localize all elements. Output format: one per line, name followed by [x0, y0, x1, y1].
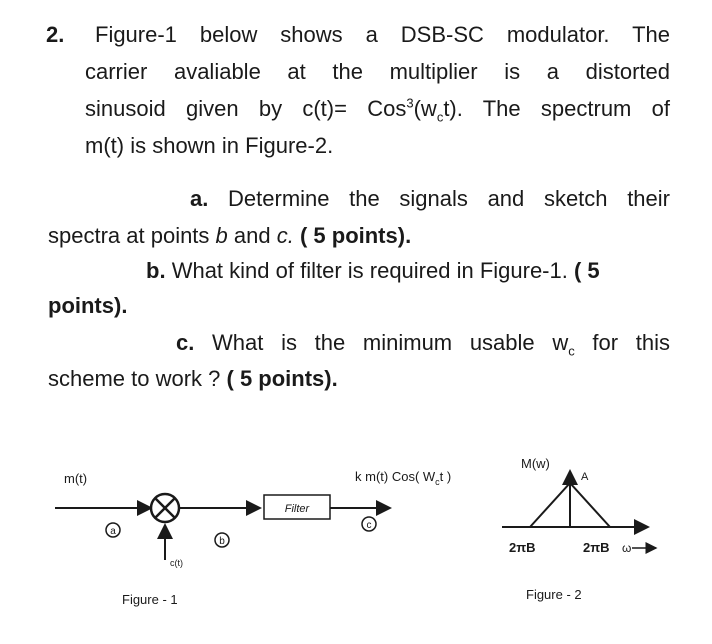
- point-a-marker: [106, 523, 120, 537]
- peak-label: A: [581, 471, 589, 483]
- figure-2-caption: Figure - 2: [526, 587, 582, 602]
- question-line-2: carrier avaliable at the multiplier is a distorted: [85, 59, 670, 84]
- frequency-label: ω: [622, 541, 632, 555]
- figure-1-caption: Figure - 1: [122, 592, 178, 607]
- part-b-line-2: points).: [48, 293, 128, 318]
- svg-text:a: a: [110, 526, 116, 537]
- part-a-line-2: spectra at points b and c. ( 5 points).: [48, 223, 412, 248]
- part-c-line-1: c. What is the minimum usable $w_c$ for this: [176, 330, 670, 359]
- multiplier-symbol: [151, 494, 179, 522]
- point-c-marker: [362, 517, 376, 531]
- right-bandwidth-label: 2πB: [583, 540, 610, 555]
- figure-1: [55, 469, 451, 607]
- figure-2: [502, 456, 656, 602]
- part-c-line-2: scheme to work ? ( 5 points).: [48, 366, 338, 391]
- figures: [0, 440, 712, 644]
- part-a-line-1: a. Determine the signals and sketch their: [190, 186, 670, 211]
- carrier-label: c(t): [170, 558, 183, 568]
- part-b-line-1: b. What kind of filter is required in Figure-1. ( 5: [146, 258, 600, 283]
- input-label: m(t): [64, 471, 88, 486]
- question-line-4: m(t) is shown in Figure-2.: [85, 133, 334, 158]
- point-b-marker: [215, 533, 229, 547]
- output-label: k m(t) Cos( $W_ct$ ): [355, 469, 452, 487]
- spectrum-axis-label: M(w): [521, 456, 550, 471]
- question-line-3: sinusoid given by $c(t)= Cos^3(w_ct)$. The spectrum of: [85, 95, 670, 125]
- question-line-1: Figure-1 below shows a DSB-SC modulator. The: [95, 22, 670, 47]
- filter-label: Filter: [284, 503, 310, 515]
- left-bandwidth-label: 2πB: [509, 540, 536, 555]
- question-number: 2.: [46, 22, 65, 47]
- svg-text:b: b: [219, 536, 225, 547]
- svg-text:c: c: [366, 520, 372, 531]
